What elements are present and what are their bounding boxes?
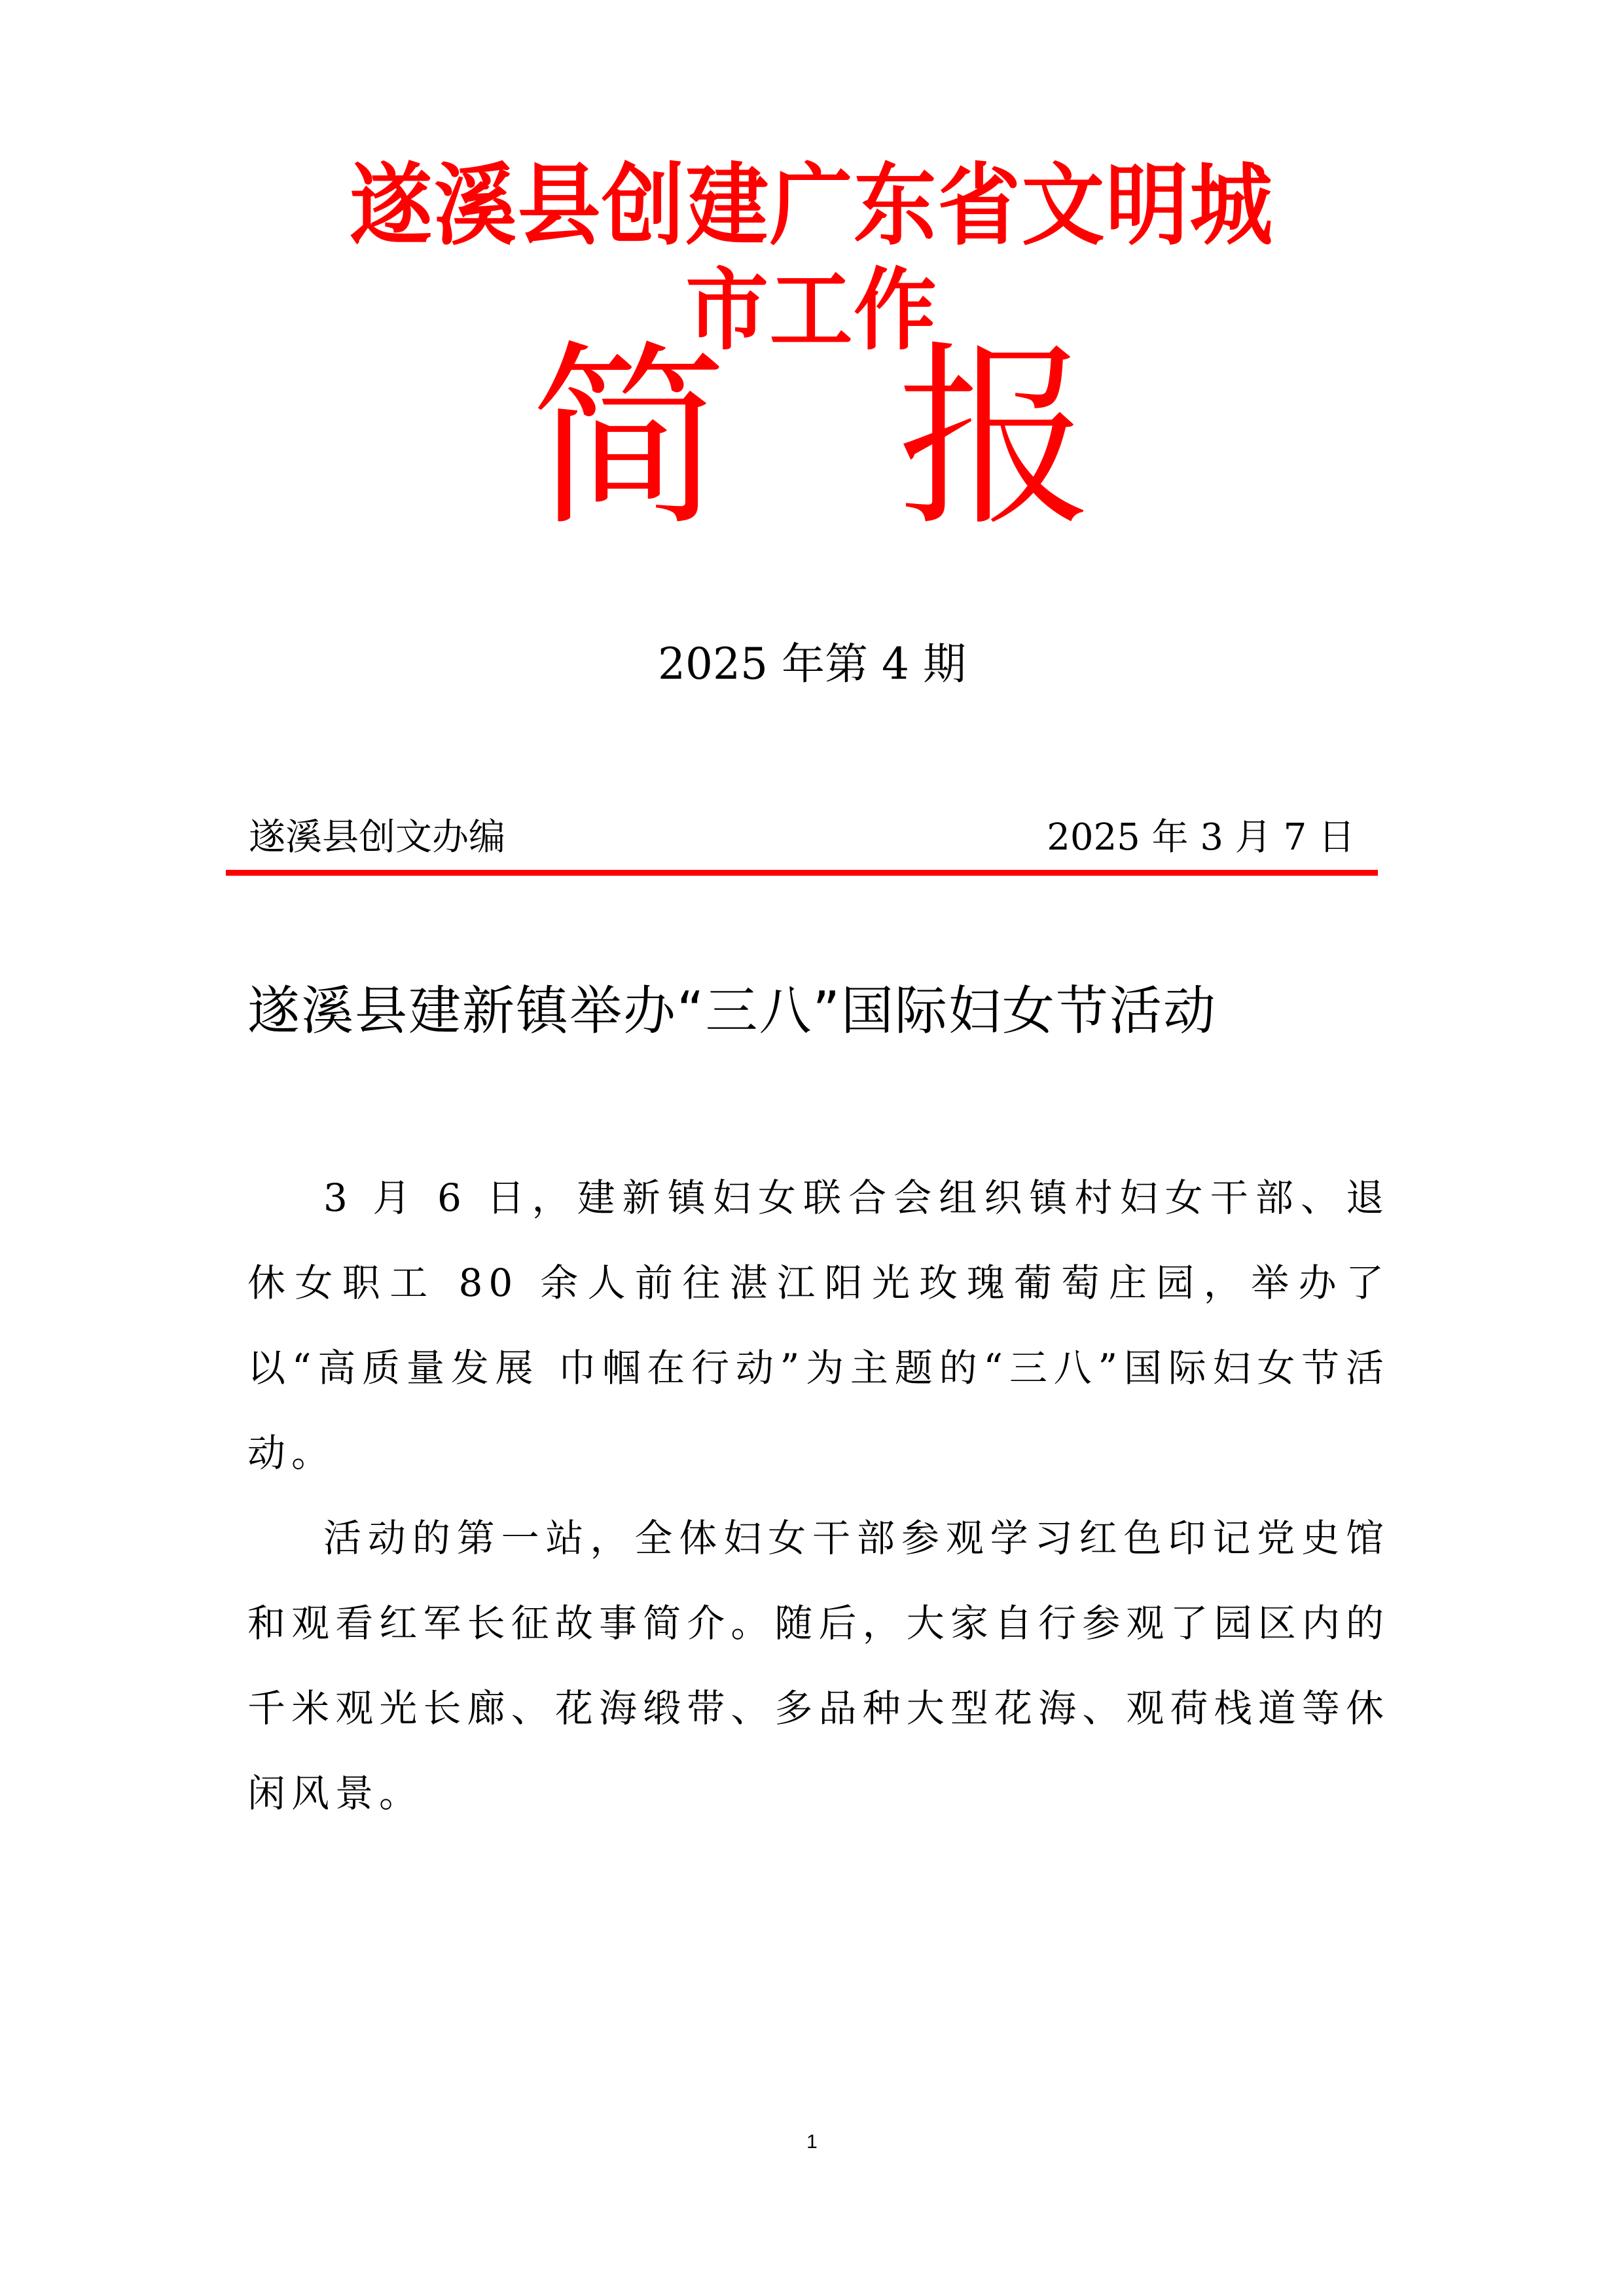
article-paragraph: 3 月 6 日，建新镇妇女联合会组织镇村妇女干部、退休女职工 80 余人前往湛江阳光玫瑰葡萄庄园，举办了以“高质量发展 巾帼在行动”为主题的“三八”国际妇女节活动。	[247, 1175, 1390, 1475]
publish-date: 2025 年 3 月 7 日	[1047, 816, 1355, 859]
meta-row	[249, 815, 1355, 861]
bulletin-char-jian: 简	[530, 324, 727, 552]
article-paragraph: 活动的第一站，全体妇女干部参观学习红色印记党史馆和观看红军长征故事简介。随后，大家自行参观了园区内的千米观光长廊、花海缎带、多品种大型花海、观荷栈道等休闲风景。	[247, 1516, 1390, 1816]
red-divider	[226, 870, 1378, 876]
bulletin-char-bao: 报	[897, 324, 1094, 552]
article-body	[247, 1155, 1390, 1836]
editor-label: 遂溪县创文办编	[249, 816, 505, 859]
article-title: 遂溪县建新镇举办“三八”国际妇女节活动	[247, 980, 1217, 1041]
issue-number: 2025 年第 4 期	[658, 639, 966, 689]
page-number: 1	[806, 2131, 818, 2153]
bulletin-label	[0, 324, 1624, 552]
bulletin-header-title: 遂溪县创建广东省文明城市工作	[350, 154, 1274, 363]
